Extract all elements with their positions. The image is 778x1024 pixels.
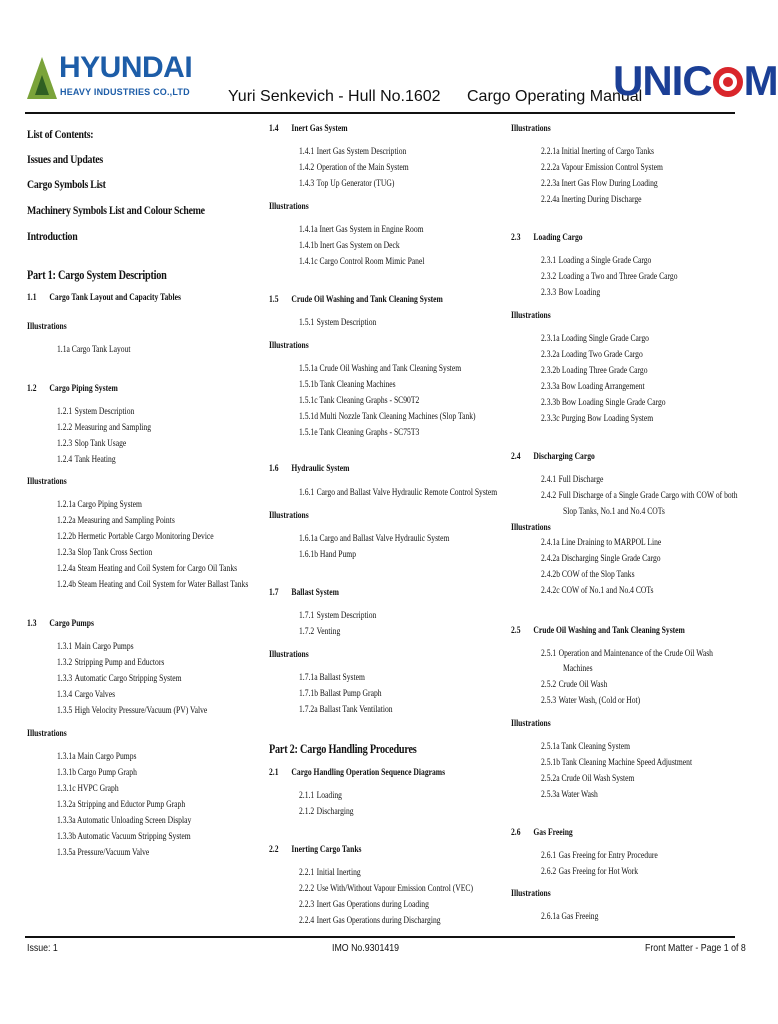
item-text: Measuring and Sampling <box>74 423 152 433</box>
item-number: 1.2.1 <box>57 407 73 417</box>
illustration-item[interactable]: 2.4.1a Line Draining to MARPOL Line <box>541 538 662 548</box>
illustration-item[interactable]: 1.3.5a Pressure/Vacuum Valve <box>57 848 150 858</box>
item-number: 1.3.5 <box>57 706 73 716</box>
illustration-item[interactable]: 1.5.1b Tank Cleaning Machines <box>299 380 396 390</box>
section-number: 1.2 <box>27 384 37 394</box>
item-number: 2.3.3 <box>541 288 557 298</box>
illustrations-label: Illustrations <box>511 889 551 899</box>
illustration-item[interactable]: 1.3.3b Automatic Vacuum Stripping System <box>57 832 191 842</box>
illustration-item[interactable]: 2.4.2c COW of No.1 and No.4 COTs <box>541 586 654 596</box>
item-text: Operation of the Main System <box>316 163 409 173</box>
illustration-item[interactable]: 1.5.1c Tank Cleaning Graphs - SC90T2 <box>299 396 420 406</box>
illustrations-label: Illustrations <box>269 202 309 212</box>
illustrations-label: Illustrations <box>269 341 309 351</box>
section-number: 1.7 <box>269 588 279 598</box>
illustration-item[interactable]: 2.3.1a Loading Single Grade Cargo <box>541 334 649 344</box>
item-number: 1.2.3 <box>57 439 73 449</box>
toc-item[interactable] <box>299 628 340 638</box>
item-number: 1.4.2 <box>299 163 315 173</box>
section-number: 1.1 <box>27 293 37 303</box>
illustration-item[interactable]: 1.2.3a Slop Tank Cross Section <box>57 548 153 558</box>
manual-title: Cargo Operating Manual <box>467 88 643 105</box>
illustration-item[interactable]: 2.6.1a Gas Freeing <box>541 912 599 922</box>
item-text: Automatic Cargo Stripping System <box>74 674 182 684</box>
toc-item[interactable] <box>541 650 713 660</box>
unicom-o-icon <box>713 67 743 97</box>
footer-rule <box>25 936 735 938</box>
item-number: 1.4.1 <box>299 147 315 157</box>
section-heading[interactable] <box>269 769 445 779</box>
unicom-logo <box>613 57 778 104</box>
illustration-item[interactable]: 1.4.1b Inert Gas System on Deck <box>299 241 400 251</box>
illustrations-label: Illustrations <box>27 477 67 487</box>
section-heading[interactable] <box>27 294 181 304</box>
item-text: Inert Gas System Description <box>316 147 407 157</box>
ship-title: Yuri Senkevich - Hull No.1602 <box>228 88 441 105</box>
item-number: 2.1.2 <box>299 807 315 817</box>
item-text: System Description <box>316 611 377 621</box>
toc-item[interactable] <box>57 691 115 701</box>
illustrations-label: Illustrations <box>511 719 551 729</box>
illustration-item[interactable]: 2.3.3a Bow Loading Arrangement <box>541 382 645 392</box>
section-heading[interactable] <box>511 453 595 463</box>
toc-item[interactable] <box>299 901 429 911</box>
illustration-item[interactable]: 1.1a Cargo Tank Layout <box>57 345 131 355</box>
item-number: 1.3.1 <box>57 642 73 652</box>
hyundai-logo-subtitle: HEAVY INDUSTRIES CO.,LTD <box>60 87 190 97</box>
illustration-item[interactable]: 1.7.1b Ballast Pump Graph <box>299 689 382 699</box>
item-number: 2.5.2 <box>541 680 557 690</box>
section-number: 2.5 <box>511 626 521 636</box>
item-text: High Velocity Pressure/Vacuum (PV) Valve <box>74 706 208 716</box>
illustration-item[interactable]: 1.2.4b Steam Heating and Coil System for Water Ballast Tanks <box>57 580 249 590</box>
item-number: 2.6.1 <box>541 851 557 861</box>
section-number: 2.2 <box>269 845 279 855</box>
illustrations-label: Illustrations <box>511 523 551 533</box>
illustration-item[interactable]: 1.7.1a Ballast System <box>299 673 365 683</box>
section-title: Cargo Pumps <box>49 619 94 629</box>
illustration-item[interactable]: 1.3.2a Stripping and Eductor Pump Graph <box>57 800 186 810</box>
item-text: Loading a Single Grade Cargo <box>558 256 652 266</box>
illustrations-label: Illustrations <box>269 511 309 521</box>
section-heading[interactable] <box>511 234 583 244</box>
section-title: Ballast System <box>291 588 339 598</box>
illustration-item[interactable]: 2.2.1a Initial Inerting of Cargo Tanks <box>541 147 654 157</box>
item-text: Top Up Generator (TUG) <box>316 179 395 189</box>
item-number: 1.4.3 <box>299 179 315 189</box>
item-number: 2.5.1 <box>541 649 557 659</box>
item-text: Inert Gas Operations during Discharging <box>316 916 441 926</box>
toc-item[interactable] <box>57 424 151 434</box>
part-2-heading[interactable]: Part 2: Cargo Handling Procedures <box>269 742 417 756</box>
section-heading[interactable] <box>269 125 348 135</box>
illustration-item[interactable]: 1.2.4a Steam Heating and Coil System for Cargo Oil Tanks <box>57 564 238 574</box>
toc-entry[interactable]: List of Contents: <box>27 127 94 141</box>
toc-item[interactable] <box>299 808 354 818</box>
section-number: 1.4 <box>269 124 279 134</box>
section-number: 2.3 <box>511 233 521 243</box>
section-number: 2.1 <box>269 768 279 778</box>
item-number: 2.1.1 <box>299 791 315 801</box>
toc-item[interactable] <box>57 707 207 717</box>
illustration-item[interactable]: 2.3.2b Loading Three Grade Cargo <box>541 366 648 376</box>
toc-item[interactable] <box>299 792 342 802</box>
illustration-item[interactable]: 1.3.3a Automatic Unloading Screen Display <box>57 816 192 826</box>
item-text: System Description <box>74 407 135 417</box>
hyundai-triangle-inner-icon <box>35 75 49 95</box>
illustration-item[interactable]: 1.5.1a Crude Oil Washing and Tank Cleaning System <box>299 364 462 374</box>
toc-item[interactable] <box>299 180 394 190</box>
section-heading[interactable] <box>269 846 362 856</box>
toc-item[interactable] <box>57 675 182 685</box>
item-text: Cargo and Ballast Valve Hydraulic Remote Control System <box>316 488 498 498</box>
toc-item[interactable] <box>541 697 640 707</box>
item-number: 2.2.4 <box>299 916 315 926</box>
item-number: 1.2.4 <box>57 455 73 465</box>
item-text: Full Discharge of a Single Grade Cargo with COW of both <box>558 491 738 501</box>
section-title: Inert Gas System <box>291 124 348 134</box>
toc-item[interactable] <box>299 489 497 499</box>
toc-item[interactable] <box>299 869 361 879</box>
unicom-logo-pre: UNIC <box>613 57 712 104</box>
item-number: 2.4.1 <box>541 475 557 485</box>
toc-item[interactable] <box>541 681 607 691</box>
item-text: Gas Freeing for Hot Work <box>558 867 639 877</box>
illustration-item[interactable]: 2.2.3a Inert Gas Flow During Loading <box>541 179 658 189</box>
toc-item[interactable] <box>541 868 638 878</box>
section-title: Hydraulic System <box>291 464 350 474</box>
illustration-item[interactable]: 1.3.1a Main Cargo Pumps <box>57 752 137 762</box>
item-text: Use With/Without Vapour Emission Control (VEC) <box>316 884 473 894</box>
item-text: Crude Oil Wash <box>558 680 608 690</box>
item-text: Venting <box>316 627 341 637</box>
illustration-item[interactable]: 1.3.1c HVPC Graph <box>57 784 119 794</box>
item-number: 1.3.2 <box>57 658 73 668</box>
toc-entry[interactable]: Cargo Symbols List <box>27 177 106 191</box>
section-title: Discharging Cargo <box>533 452 595 462</box>
illustration-item[interactable]: 1.6.1b Hand Pump <box>299 550 356 560</box>
item-number: 1.7.2 <box>299 627 315 637</box>
illustration-item[interactable]: 2.5.2a Crude Oil Wash System <box>541 774 635 784</box>
illustration-item[interactable]: 2.5.1a Tank Cleaning System <box>541 742 631 752</box>
toc-item[interactable] <box>299 319 376 329</box>
illustration-item[interactable]: 2.3.3b Bow Loading Single Grade Cargo <box>541 398 666 408</box>
toc-item-continuation: Machines <box>563 664 593 674</box>
toc-item[interactable] <box>541 273 678 283</box>
item-number: 1.3.3 <box>57 674 73 684</box>
illustration-item[interactable]: 1.5.1d Multi Nozzle Tank Cleaning Machines (Slop Tank) <box>299 412 476 422</box>
toc-item-continuation: Slop Tanks, No.1 and No.4 COTs <box>563 507 665 517</box>
section-number: 1.3 <box>27 619 37 629</box>
footer-imo: IMO No.9301419 <box>332 943 400 954</box>
section-heading[interactable] <box>511 627 685 637</box>
illustration-item[interactable]: 1.6.1a Cargo and Ballast Valve Hydraulic System <box>299 534 450 544</box>
item-text: Initial Inerting <box>316 868 361 878</box>
toc-item[interactable] <box>541 257 651 267</box>
section-title: Cargo Tank Layout and Capacity Tables <box>49 293 181 303</box>
toc-item[interactable] <box>57 659 164 669</box>
illustration-item[interactable]: 2.3.2a Loading Two Grade Cargo <box>541 350 643 360</box>
item-text: Discharging <box>316 807 354 817</box>
section-heading[interactable] <box>27 385 118 395</box>
item-text: Inert Gas Operations during Loading <box>316 900 429 910</box>
item-number: 2.5.3 <box>541 696 557 706</box>
illustration-item[interactable]: 1.2.1a Cargo Piping System <box>57 500 142 510</box>
hyundai-logo <box>27 51 193 103</box>
toc-entry[interactable]: Issues and Updates <box>27 152 103 166</box>
item-number: 2.2.2 <box>299 884 315 894</box>
item-text: Main Cargo Pumps <box>74 642 134 652</box>
section-heading[interactable] <box>269 465 349 475</box>
item-text: Water Wash, (Cold or Hot) <box>558 696 641 706</box>
illustrations-label: Illustrations <box>511 124 551 134</box>
illustration-item[interactable]: 2.3.3c Purging Bow Loading System <box>541 414 654 424</box>
part-1-heading[interactable]: Part 1: Cargo System Description <box>27 268 167 282</box>
illustrations-label: Illustrations <box>269 650 309 660</box>
illustration-item[interactable]: 1.2.2b Hermetic Portable Cargo Monitoring Device <box>57 532 214 542</box>
illustration-item[interactable]: 1.3.1b Cargo Pump Graph <box>57 768 137 778</box>
item-number: 1.6.1 <box>299 488 315 498</box>
item-number: 2.3.1 <box>541 256 557 266</box>
illustration-item[interactable]: 1.4.1a Inert Gas System in Engine Room <box>299 225 424 235</box>
illustration-item[interactable]: 2.4.2a Discharging Single Grade Cargo <box>541 554 661 564</box>
toc-item[interactable] <box>299 917 441 927</box>
section-title: Crude Oil Washing and Tank Cleaning System <box>291 295 443 305</box>
section-title: Cargo Handling Operation Sequence Diagrams <box>291 768 446 778</box>
item-number: 2.3.2 <box>541 272 557 282</box>
toc-item[interactable] <box>541 289 600 299</box>
item-text: Loading a Two and Three Grade Cargo <box>558 272 678 282</box>
item-number: 1.7.1 <box>299 611 315 621</box>
toc-entry[interactable]: Introduction <box>27 229 78 243</box>
toc-item[interactable] <box>541 492 738 502</box>
item-number: 2.4.2 <box>541 491 557 501</box>
illustration-item[interactable]: 2.5.1b Tank Cleaning Machine Speed Adjustment <box>541 758 693 768</box>
section-heading[interactable] <box>511 829 573 839</box>
section-title: Inerting Cargo Tanks <box>291 845 362 855</box>
toc-item[interactable] <box>57 408 134 418</box>
item-text: Stripping Pump and Eductors <box>74 658 165 668</box>
item-number: 1.3.4 <box>57 690 73 700</box>
illustration-item[interactable]: 2.5.3a Water Wash <box>541 790 598 800</box>
section-title: Crude Oil Washing and Tank Cleaning System <box>533 626 685 636</box>
section-heading[interactable] <box>269 296 443 306</box>
toc-entry[interactable]: Machinery Symbols List and Colour Scheme <box>27 203 205 217</box>
item-number: 2.2.1 <box>299 868 315 878</box>
illustrations-label: Illustrations <box>27 322 67 332</box>
item-number: 2.2.3 <box>299 900 315 910</box>
section-heading[interactable] <box>269 589 339 599</box>
section-heading[interactable] <box>27 620 94 630</box>
item-number: 2.6.2 <box>541 867 557 877</box>
item-text: Loading <box>316 791 342 801</box>
illustration-item[interactable]: 2.4.2b COW of the Slop Tanks <box>541 570 635 580</box>
page-header <box>0 0 778 115</box>
section-title: Cargo Piping System <box>49 384 118 394</box>
item-text: Gas Freeing for Entry Procedure <box>558 851 658 861</box>
header-rule <box>25 112 735 114</box>
item-text: Bow Loading <box>558 288 601 298</box>
item-text: Operation and Maintenance of the Crude Oil Wash <box>558 649 713 659</box>
item-text: Full Discharge <box>558 475 604 485</box>
illustration-item[interactable]: 1.2.2a Measuring and Sampling Points <box>57 516 175 526</box>
hyundai-logo-name: HYUNDAI <box>59 51 193 84</box>
illustrations-label: Illustrations <box>511 311 551 321</box>
illustration-item[interactable]: 2.2.4a Inerting During Discharge <box>541 195 642 205</box>
toc-item[interactable] <box>57 440 126 450</box>
item-number: 1.5.1 <box>299 318 315 328</box>
footer-issue: Issue: 1 <box>27 943 58 954</box>
footer-page-number: Front Matter - Page 1 of 8 <box>645 943 746 954</box>
item-text: System Description <box>316 318 377 328</box>
toc-item[interactable] <box>299 612 376 622</box>
section-title: Gas Freeing <box>533 828 573 838</box>
section-number: 2.4 <box>511 452 521 462</box>
illustration-item[interactable]: 1.5.1e Tank Cleaning Graphs - SC75T3 <box>299 428 420 438</box>
toc-item[interactable] <box>299 885 473 895</box>
section-number: 2.6 <box>511 828 521 838</box>
illustration-item[interactable]: 2.2.2a Vapour Emission Control System <box>541 163 663 173</box>
toc-item[interactable] <box>541 476 603 486</box>
unicom-logo-post: M <box>743 57 778 104</box>
section-number: 1.5 <box>269 295 279 305</box>
item-text: Tank Heating <box>74 455 116 465</box>
toc-item[interactable] <box>57 643 134 653</box>
toc-item[interactable] <box>57 456 116 466</box>
section-number: 1.6 <box>269 464 279 474</box>
toc-item[interactable] <box>299 148 406 158</box>
illustrations-label: Illustrations <box>27 729 67 739</box>
toc-item[interactable] <box>299 164 409 174</box>
illustration-item[interactable]: 1.4.1c Cargo Control Room Mimic Panel <box>299 257 425 267</box>
item-text: Slop Tank Usage <box>74 439 127 449</box>
section-title: Loading Cargo <box>533 233 583 243</box>
illustration-item[interactable]: 1.7.2a Ballast Tank Ventilation <box>299 705 393 715</box>
item-text: Cargo Valves <box>74 690 116 700</box>
item-number: 1.2.2 <box>57 423 73 433</box>
toc-item[interactable] <box>541 852 658 862</box>
